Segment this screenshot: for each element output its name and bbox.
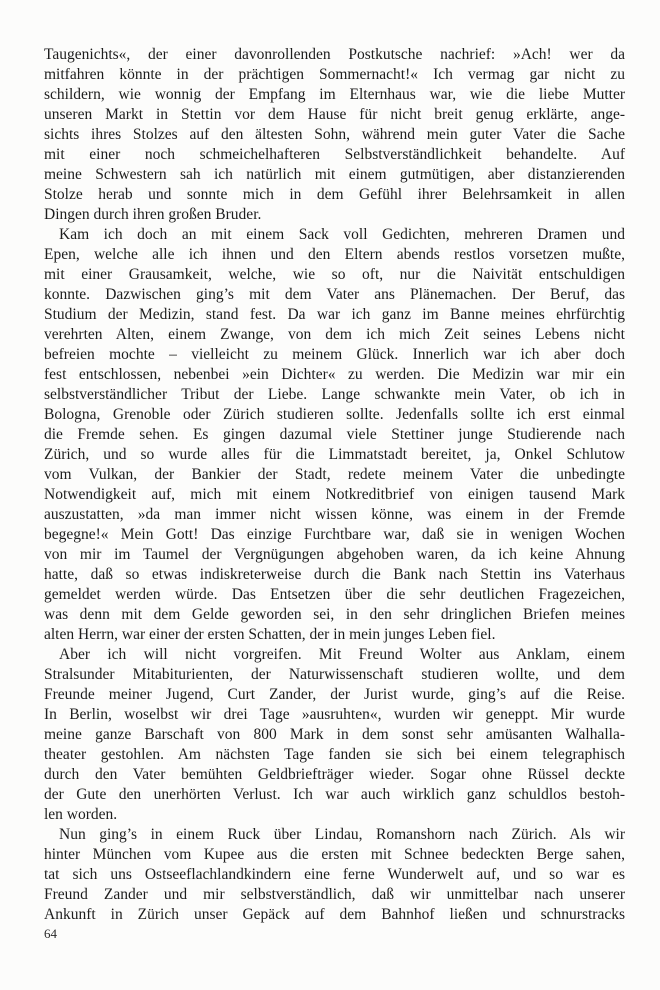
text-line: gemeldet werden würde. Das Entsetzen über die sehr deutlichen Fragezeichen, — [44, 586, 625, 603]
text-line: Studium der Medizin, stand fest. Da war ich ganz im Banne meines ehrfürchtig — [44, 306, 625, 323]
text-line: hinter München vom Kupee aus die ersten mit Schnee bedeckten Berge sahen, — [44, 846, 625, 863]
text-line: konnte. Dazwischen ging’s mit dem Vater ans Plänemachen. Der Beruf, das — [44, 286, 625, 303]
text-line: meine Schwestern sah ich natürlich mit einem gutmütigen, aber distanzierenden — [44, 166, 625, 183]
text-line: Epen, welche alle ich ihnen und den Eltern abends restlos vorsetzen mußte, — [44, 246, 625, 263]
text-line: Kam ich doch an mit einem Sack voll Gedichten, mehreren Dramen und — [59, 226, 625, 243]
text-block — [44, 45, 625, 925]
text-line: unseren Markt in Stettin vor dem Hause für nicht breit genug erklärte, ange- — [44, 106, 625, 123]
paragraph — [44, 225, 625, 645]
text-line: Dingen durch ihren großen Bruder. — [44, 206, 262, 223]
text-line: Nun ging’s in einem Ruck über Lindau, Romanshorn nach Zürich. Als wir — [59, 826, 625, 843]
text-line: Zürich, und so wurde alles für die Limmatstadt bereitet, ja, Onkel Schlutow — [44, 446, 625, 463]
text-line: die Fremde sehen. Es gingen dazumal viele Stettiner junge Studierende nach — [44, 426, 625, 443]
text-line: auszustatten, »da man immer nicht wissen könne, was einem in der Fremde — [44, 506, 625, 523]
text-line: Stralsunder Mitabiturienten, der Naturwissenschaft studieren wollte, und dem — [44, 666, 625, 683]
paragraph — [44, 45, 625, 225]
paragraph — [44, 825, 625, 925]
text-line: vom Vulkan, der Bankier der Stadt, redete meinem Vater die unbedingte — [44, 466, 625, 483]
paragraph — [44, 645, 625, 825]
text-line: befreien mochte – vielleicht zu meinem Glück. Innerlich war ich aber doch — [44, 346, 625, 363]
text-line: was denn mit dem Gelde geworden sei, in den sehr dringlichen Briefen meines — [44, 606, 625, 623]
text-line: sichts ihres Stolzes auf den ältesten Sohn, während mein guter Vater die Sache — [44, 126, 625, 143]
text-line: fest entschlossen, nebenbei »ein Dichter« zu werden. Die Medizin war mir ein — [44, 366, 625, 383]
page-number: 64 — [44, 926, 57, 941]
text-line: selbstverständlicher Tribut der Liebe. Lange schwankte mein Vater, ob ich in — [44, 386, 625, 403]
text-line: mit einer Grausamkeit, welche, wie so oft, nur die Naivität entschuldigen — [44, 266, 625, 283]
text-line: Freund Zander und mir selbstverständlich, daß wir unmittelbar nach unserer — [44, 886, 625, 903]
text-line: Freunde meiner Jugend, Curt Zander, der Jurist wurde, ging’s auf die Reise. — [44, 686, 625, 703]
text-line: Taugenichts«, der einer davonrollenden Postkutsche nachrief: »Ach! wer da — [44, 46, 625, 63]
text-line: verehrten Alten, einem Zwange, von dem ich mich Zeit seines Lebens nicht — [44, 326, 625, 343]
text-line: tat sich uns Ostseeflachlandkindern eine ferne Wunderwelt auf, und so war es — [44, 866, 625, 883]
text-line: von mir im Taumel der Vergnügungen abgehoben waren, da ich keine Ahnung — [44, 546, 625, 563]
text-line: begegne!« Mein Gott! Das einzige Furchtbare war, daß sie in wenigen Wochen — [44, 526, 625, 543]
text-line: hatte, daß so etwas indiskreterweise durch die Bank nach Stettin ins Vaterhaus — [44, 566, 625, 583]
text-line: Ankunft in Zürich unser Gepäck auf dem Bahnhof ließen und schnurstracks — [44, 906, 625, 923]
text-line: Notwendigkeit auf, mich mit einem Notkreditbrief von einigen tausend Mark — [44, 486, 625, 503]
text-line: mitfahren könnte in der prächtigen Sommernacht!« Ich vermag gar nicht zu — [44, 66, 625, 83]
text-line: Bologna, Grenoble oder Zürich studieren sollte. Jedenfalls sollte ich erst einmal — [44, 406, 625, 423]
text-line: alten Herrn, war einer der ersten Schatten, der in mein junges Leben fiel. — [44, 626, 496, 643]
text-line: Aber ich will nicht vorgreifen. Mit Freund Wolter aus Anklam, einem — [59, 646, 625, 663]
text-line: Stolze herab und sonnte mich in dem Gefühl ihrer Belehrsamkeit in allen — [44, 186, 625, 203]
text-line: theater gestohlen. Am nächsten Tage fanden sie sich bei einem telegraphisch — [44, 746, 625, 763]
text-line: durch den Vater bemühten Geldbriefträger wieder. Sogar ohne Rüssel deckte — [44, 766, 625, 783]
text-line: schildern, wie wonnig der Empfang im Elternhaus war, wie die liebe Mutter — [44, 86, 625, 103]
text-line: In Berlin, woselbst wir drei Tage »ausruhten«, wurden wir geneppt. Mir wurde — [44, 706, 625, 723]
text-line: der Gute den unerhörten Verlust. Ich war auch wirklich ganz schuldlos bestoh- — [44, 786, 625, 803]
text-line: len worden. — [44, 806, 118, 823]
text-line: mit einer noch schmeichelhafteren Selbstverständlichkeit behandelte. Auf — [44, 146, 625, 163]
text-line: meine ganze Barschaft von 800 Mark in dem sonst sehr amüsanten Walhalla- — [44, 726, 625, 743]
